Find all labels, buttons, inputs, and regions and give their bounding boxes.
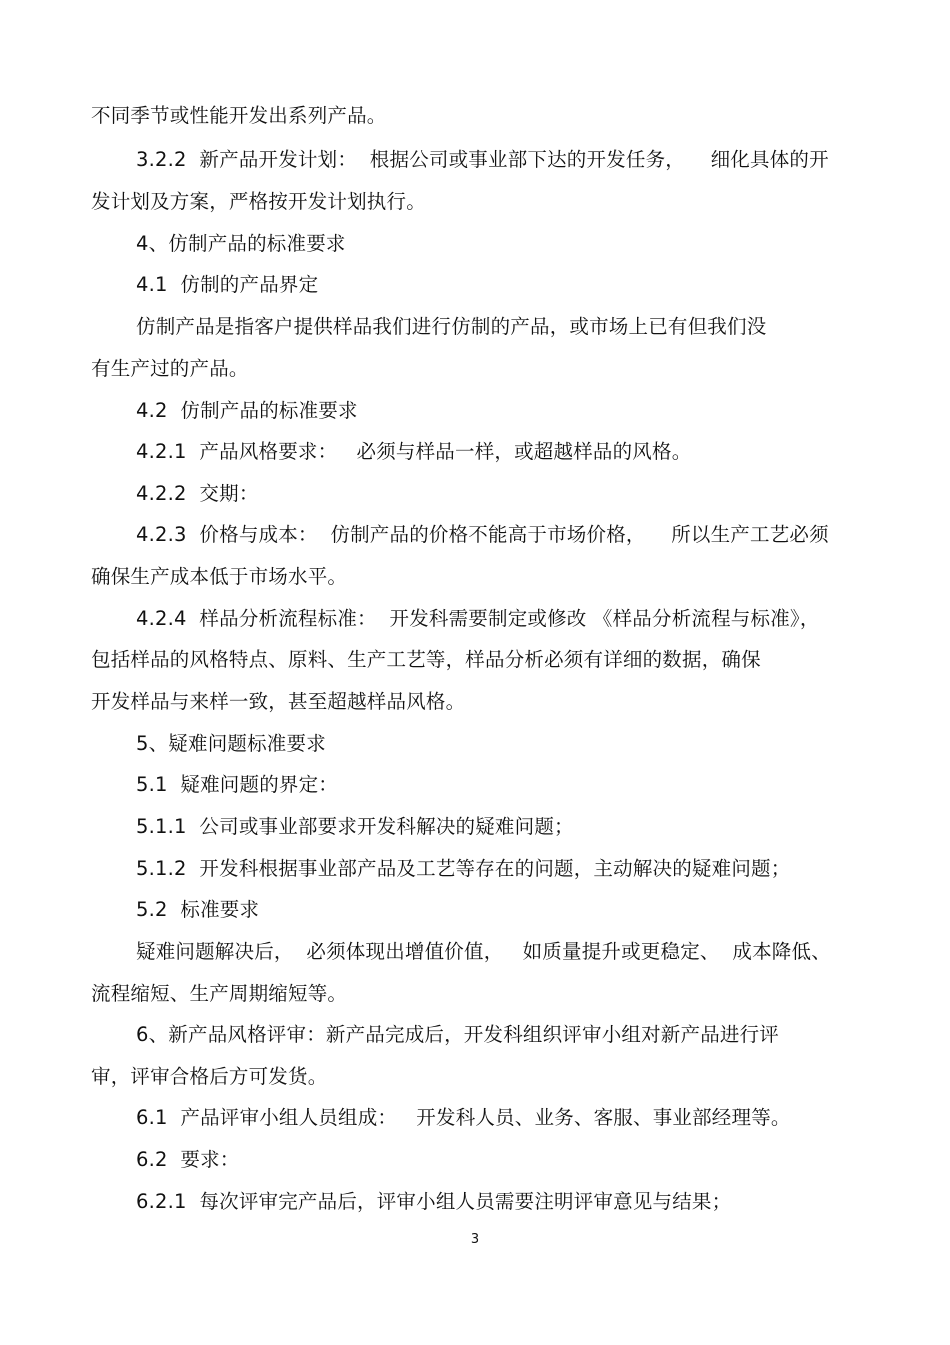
text-line-26: 6.2 要求： xyxy=(136,1148,240,1171)
text-line-22: 流程缩短、生产周期缩短等。 xyxy=(91,982,348,1005)
text-line-20: 5.2 标准要求 xyxy=(136,898,260,921)
text-line-27: 6.2.1 每次评审完产品后，评审小组人员需要注明评审意见与结果； xyxy=(136,1190,732,1213)
text-line-17: 5.1 疑难问题的界定： xyxy=(136,773,339,796)
text-line-13: 4.2.4 样品分析流程标准： 开发科需要制定或修改 《样品分析流程与标准》， xyxy=(136,607,820,630)
section-heading-5: 5、疑难问题标准要求 xyxy=(136,732,326,755)
text-line-6: 仿制产品是指客户提供样品我们进行仿制的产品，或市场上已有但我们没 xyxy=(136,315,767,338)
text-line-10: 4.2.2 交期： xyxy=(136,482,259,505)
text-line-11: 4.2.3 价格与成本： 仿制产品的价格不能高于市场价格， 所以生产工艺必须 xyxy=(136,523,829,546)
text-line-2: 3.2.2 新产品开发计划： 根据公司或事业部下达的开发任务， 细化具体的开 xyxy=(136,148,829,171)
text-line-21: 疑难问题解决后， 必须体现出增值价值， 如质量提升或更稳定、 成本降低、 xyxy=(136,940,831,963)
section-heading-6: 6、新产品风格评审：新产品完成后，开发科组织评审小组对新产品进行评 xyxy=(136,1023,780,1046)
section-heading-4: 4、仿制产品的标准要求 xyxy=(136,232,346,255)
text-line-8: 4.2 仿制产品的标准要求 xyxy=(136,399,358,422)
text-line-14: 包括样品的风格特点、原料、生产工艺等，样品分析必须有详细的数据，确保 xyxy=(91,648,761,671)
text-line-15: 开发样品与来样一致，甚至超越样品风格。 xyxy=(91,690,466,713)
text-line-9: 4.2.1 产品风格要求： 必须与样品一样，或超越样品的风格。 xyxy=(136,440,692,463)
text-line-24: 审，评审合格后方可发货。 xyxy=(91,1065,328,1088)
text-line-3: 发计划及方案，严格按开发计划执行。 xyxy=(91,190,426,213)
text-line-1: 不同季节或性能开发出系列产品。 xyxy=(91,104,387,127)
text-line-12: 确保生产成本低于市场水平。 xyxy=(91,565,348,588)
text-line-7: 有生产过的产品。 xyxy=(91,357,249,380)
text-line-19: 5.1.2 开发科根据事业部产品及工艺等存在的问题，主动解决的疑难问题； xyxy=(136,857,791,880)
text-line-25: 6.1 产品评审小组人员组成： 开发科人员、业务、客服、事业部经理等。 xyxy=(136,1106,791,1129)
text-line-18: 5.1.1 公司或事业部要求开发科解决的疑难问题； xyxy=(136,815,574,838)
page-number: 3 xyxy=(470,1232,480,1247)
text-line-5: 4.1 仿制的产品界定 xyxy=(136,273,319,296)
